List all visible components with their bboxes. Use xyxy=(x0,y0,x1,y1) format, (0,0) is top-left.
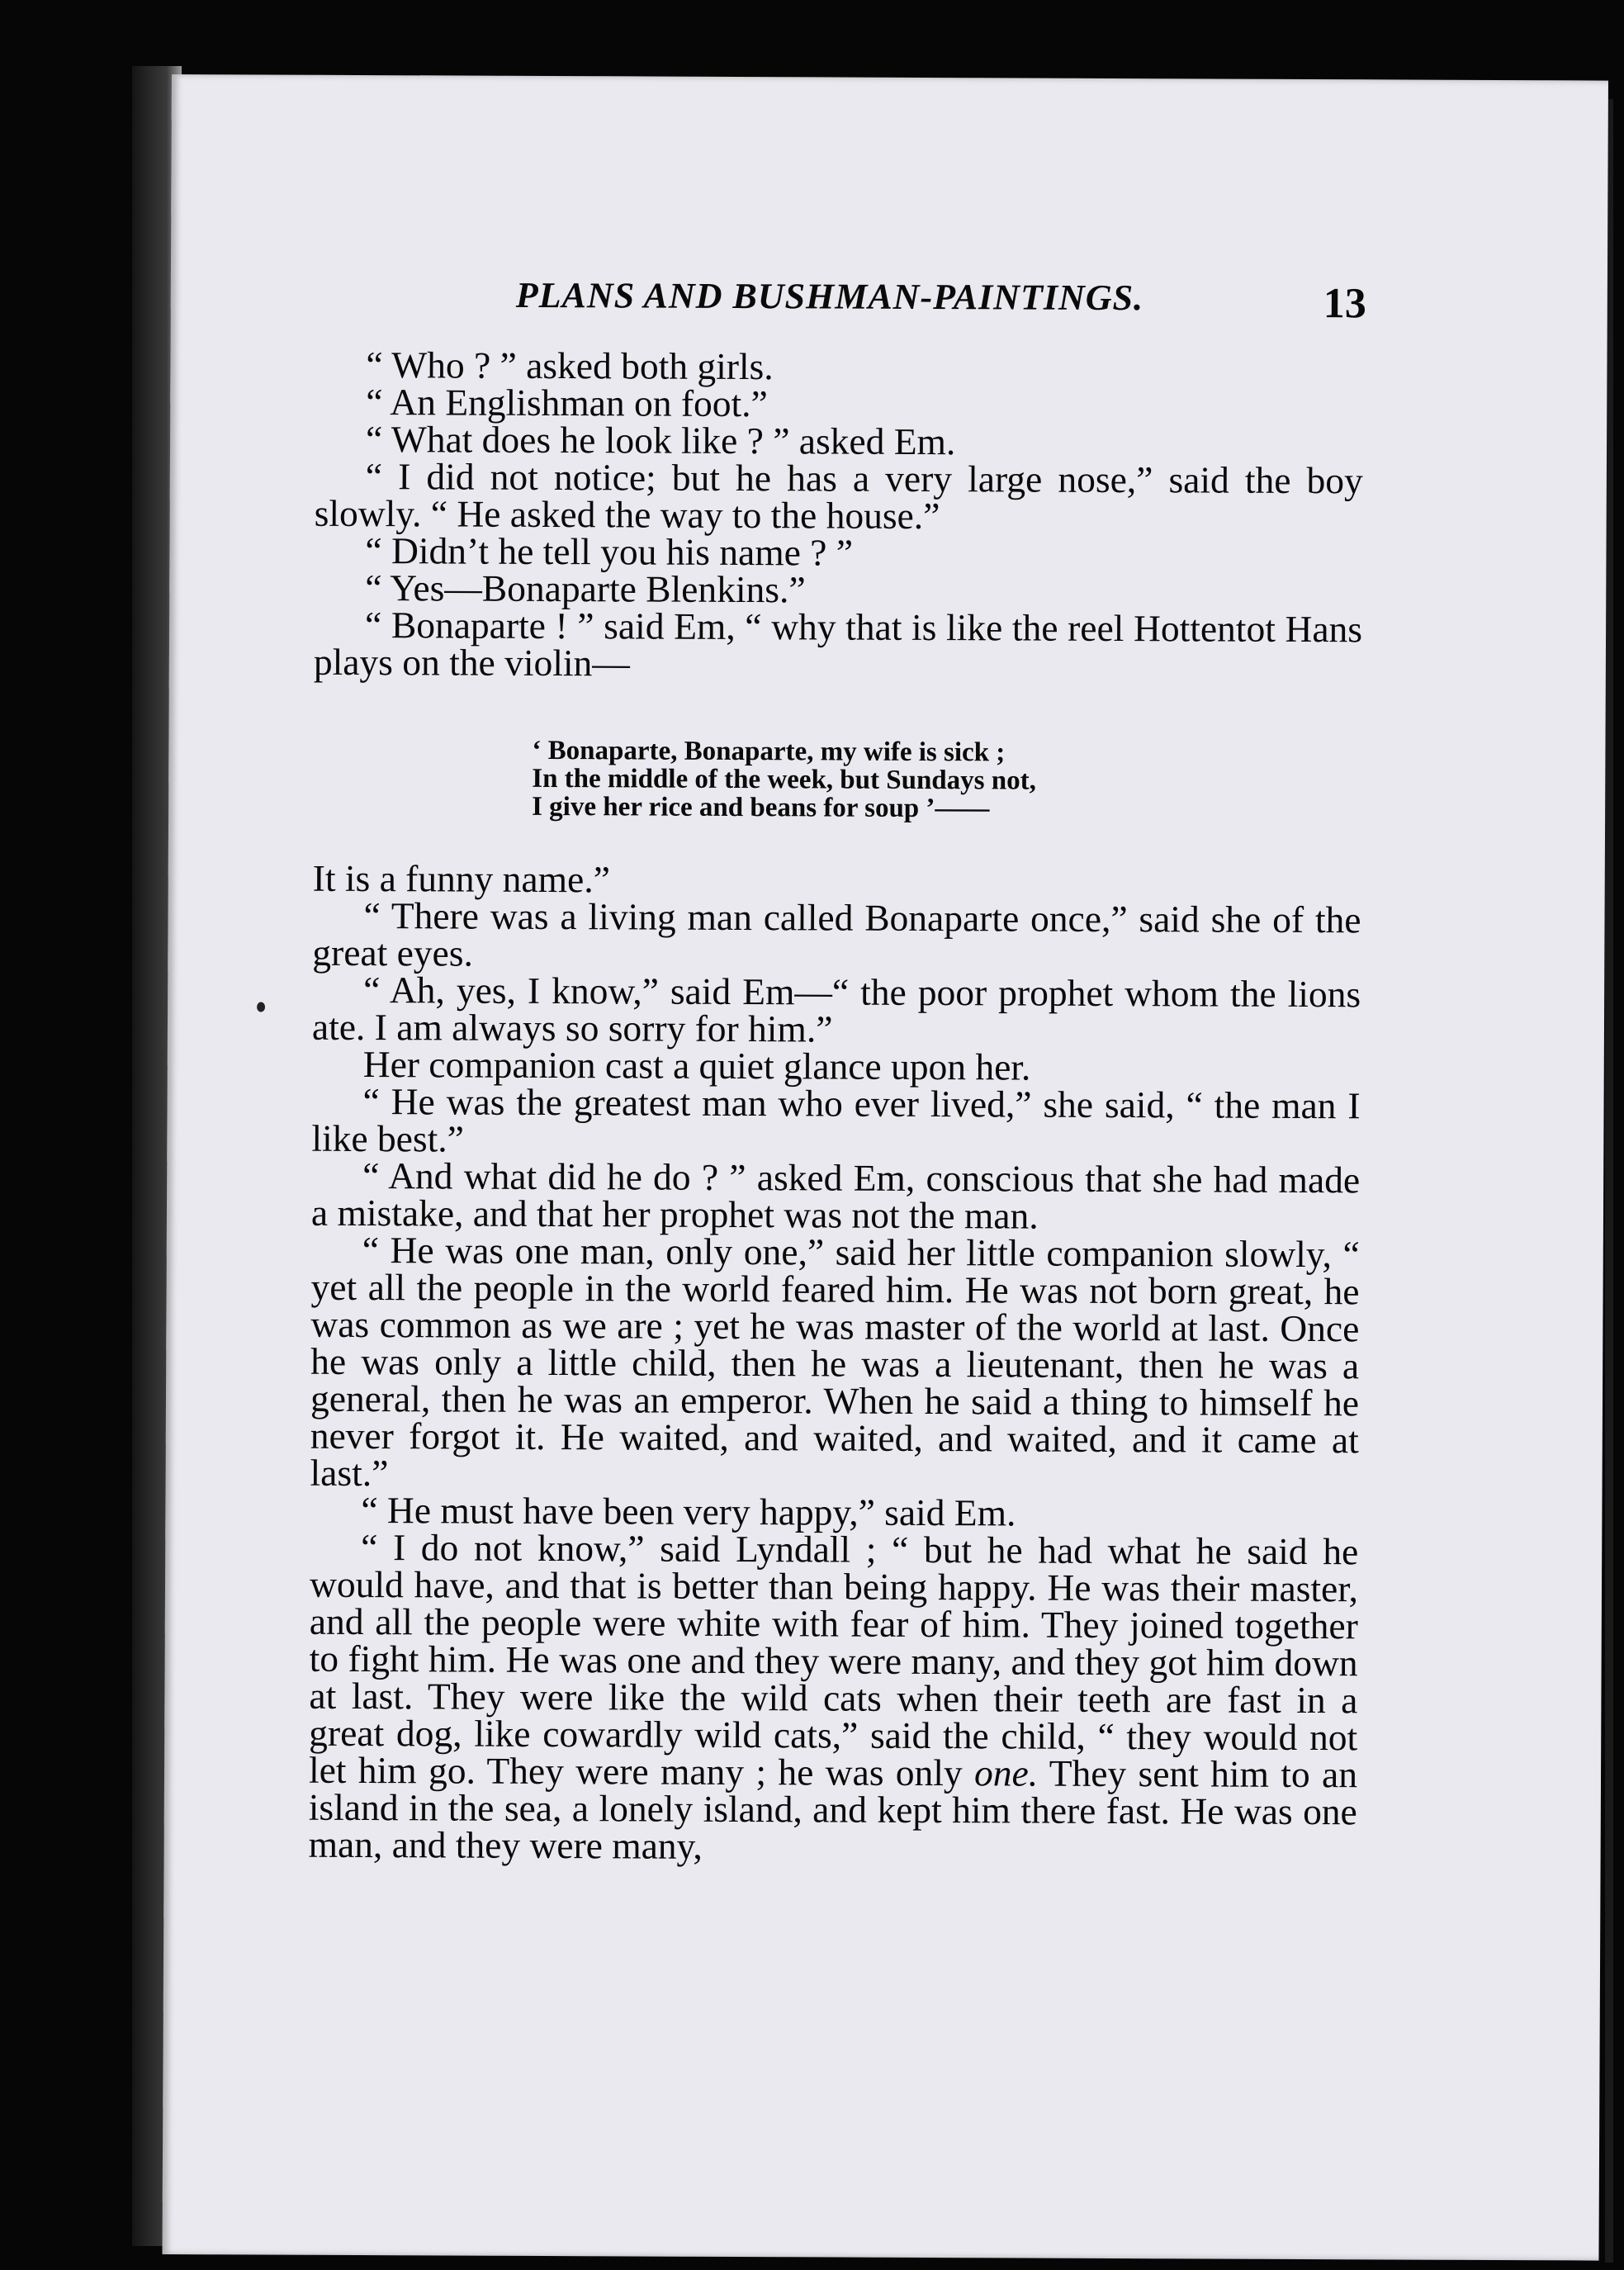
paragraph: “ Bonaparte ! ” said Em, “ why that is like the reel Hottentot Hans plays on the violin— xyxy=(313,604,1363,685)
verse-quotation xyxy=(532,737,1143,823)
running-head xyxy=(516,274,1366,335)
paragraph: “ He was one man, only one,” said her little companion slowly, “ yet all the people in the world feared him. He was not born great, he was common as we are ; yet he was master of the world at last. Once he was only a little child, then he was a lieutenant, then he was a general, then he was an emperor. When he said a thing to himself he never forgot it. He waited, and waited, and waited, and it came at last.” xyxy=(310,1229,1360,1495)
verse-line: I give her rice and beans for soup ’—— xyxy=(532,791,990,824)
verse-line: ‘ Bonaparte, Bonaparte, my wife is sick ; xyxy=(532,735,1006,768)
verse-line: In the middle of the week, but Sundays not, xyxy=(532,763,1036,796)
paragraph: “ There was a living man called Bonaparte once,” said she of the great eyes. xyxy=(312,894,1361,974)
margin-speck xyxy=(257,1002,265,1012)
paragraph-text: “ I do not know,” said Lyndall ; “ but he had what he said he would have, and that is better than being happy. He was their master, and all the people were white with fear of him. They joined together to fight him. He was one and they were many, and they got him down at last. They were like the wild cats when their teeth are fast in a great dog, like cowardly wild cats,” said the child, “ they would not let him go. They were many ; he was only xyxy=(308,1526,1359,1794)
paragraph: “ Who ? ” asked both girls. xyxy=(366,344,774,388)
paragraph: “ And what did he do ? ” asked Em, conscious that she had made a mistake, and that her prophet was not the man. xyxy=(310,1154,1361,1237)
body-text-top xyxy=(314,346,1364,685)
paragraph: “ What does he look like ? ” asked Em. xyxy=(365,418,956,463)
paragraph: “ I did not notice; but he has a very large nose,” said the boy slowly. “ He asked the way to the house.” xyxy=(314,455,1363,538)
emphasis-word: one. xyxy=(974,1751,1039,1794)
paragraph: “ Didn’t he tell you his name ? ” xyxy=(365,529,854,574)
chapter-running-title: PLANS AND BUSHMAN-PAINTINGS. xyxy=(515,274,1144,319)
body-text-bottom xyxy=(308,856,1361,1868)
paragraph: “ Yes—Bonaparte Blenkins.” xyxy=(365,566,806,611)
paragraph-text: They sent him to an island in the sea, a lonely island, and kept him there fast. He was one man, and they were many, xyxy=(308,1751,1358,1867)
paragraph: It is a funny name.” xyxy=(312,856,610,901)
paragraph: “ He must have been very happy,” said Em. xyxy=(361,1489,1016,1534)
paragraph: Her companion cast a quiet glance upon her. xyxy=(362,1043,1031,1088)
book-page xyxy=(162,74,1608,2261)
paragraph: “ An Englishman on foot.” xyxy=(366,381,768,425)
paragraph: “ He was the greatest man who ever lived,” she said, “ the man I like best.” xyxy=(311,1080,1361,1160)
page-number: 13 xyxy=(1323,280,1366,328)
paragraph xyxy=(309,1528,1359,1868)
paragraph: “ Ah, yes, I know,” said Em—“ the poor prophet whom the lions ate. I am always so sorry for him.” xyxy=(311,969,1361,1050)
